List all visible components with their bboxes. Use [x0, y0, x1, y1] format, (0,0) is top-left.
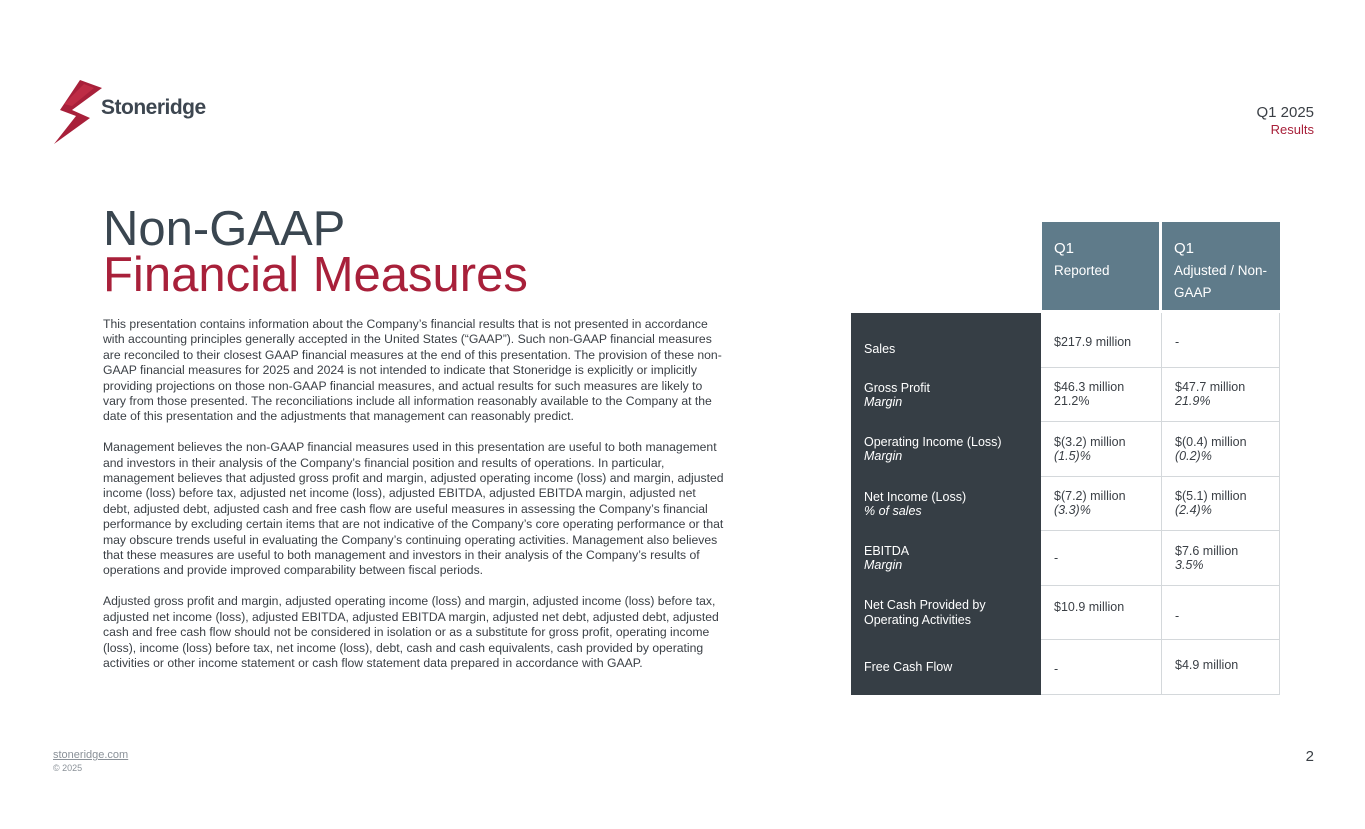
adjusted-value: $(5.1) million: [1175, 489, 1247, 504]
row-label: [851, 586, 1041, 641]
paragraph: Management believes the non-GAAP financial measures used in this presentation are useful to both management and investors in their analysis of the Company’s financial position and results of operations. In particular, management believes that adjusted gross profit and margin, adjusted operating income (loss) and margin, adjusted income (loss) before tax, adjusted net income (loss), adjusted EBITDA, adjusted EBITDA margin, adjusted net debt, adjusted debt, adjusted cash and free cash flow are useful measures in assessing the Company’s financial performance by excluding certain items that are not indicative of the Company’s core operating performance or that may obscure trends useful in evaluating the Company’s continuing operating activities. Management also believes that these measures are useful to both management and investors in their analysis of the Company’s results of operations and provide improved comparability between fiscal periods.: [103, 440, 724, 578]
table-row: [851, 368, 1280, 423]
adjusted-subvalue: 3.5%: [1175, 557, 1204, 572]
logo-wordmark: Stoneridge: [101, 96, 206, 119]
header-reported: [1042, 222, 1159, 310]
disclosure-text: [103, 317, 725, 687]
row-label-text: Net Cash Provided by Operating Activities: [864, 597, 986, 627]
reported-value: $10.9 million: [1054, 599, 1125, 614]
adjusted-cell: [1161, 531, 1280, 586]
adjusted-value: $4.9 million: [1175, 657, 1239, 672]
reported-cell: [1041, 640, 1161, 695]
row-label-text: Sales: [864, 341, 896, 356]
header-quarter: Q1: [1174, 240, 1195, 257]
page-title-line1: Non-GAAP: [103, 202, 346, 256]
row-sublabel: Margin: [864, 558, 903, 573]
row-label-text: Free Cash Flow: [864, 660, 953, 675]
period-results: Results: [1270, 122, 1314, 137]
reported-value: $217.9 million: [1054, 335, 1132, 349]
row-label: [851, 477, 1041, 532]
reported-cell: [1041, 313, 1161, 368]
adjusted-subvalue: (2.4)%: [1175, 503, 1212, 518]
paragraph: This presentation contains information about the Company’s financial results that is not presented in accordance with accounting principles generally accepted in the United States (“GAAP”). Such non-GAAP financial measures are reconciled to their closest GAAP financial measures at the end of this presentation. The provision of these non-GAAP financial measures for 2025 and 2024 is not intended to indicate that Stoneridge is explicitly or implicitly providing projections on those non-GAAP financial measures, and actual results for such measures are likely to vary from those presented. The reconciliations include all information reasonably available to the Company at the date of this presentation and the adjustments that management can reasonably predict.: [103, 317, 722, 424]
reported-cell: [1041, 477, 1161, 532]
reported-cell: [1041, 422, 1161, 477]
row-label-text: EBITDA: [864, 544, 910, 559]
row-label-text: Gross Profit: [864, 380, 930, 395]
reported-subvalue: (1.5)%: [1054, 448, 1091, 463]
header-label: Adjusted / Non-GAAP: [1174, 263, 1268, 300]
reported-subvalue: (3.3)%: [1054, 503, 1091, 518]
website-link[interactable]: stoneridge.com: [53, 749, 129, 761]
reported-cell: [1041, 531, 1161, 586]
reported-value: -: [1054, 550, 1059, 565]
reported-value: $(7.2) million: [1054, 489, 1126, 504]
reported-value: $46.3 million: [1054, 380, 1125, 395]
row-label-text: Net Income (Loss): [864, 489, 967, 504]
header-adjusted: [1162, 222, 1280, 310]
table-row: [851, 313, 1280, 368]
row-sublabel: Margin: [864, 449, 903, 464]
table-row: [851, 422, 1280, 477]
adjusted-subvalue: (0.2)%: [1175, 448, 1212, 463]
adjusted-cell: [1161, 313, 1280, 368]
page-title-line2: Financial Measures: [103, 248, 528, 302]
adjusted-subvalue: 21.9%: [1175, 394, 1211, 409]
period-label: [1256, 104, 1314, 138]
paragraph: Adjusted gross profit and margin, adjusted operating income (loss) and margin, adjusted income (loss) before tax, adjusted net income (loss), adjusted EBITDA, adjusted EBITDA margin, adjusted net debt, adjusted debt, adjusted cash and free cash flow should not be considered in isolation or as a substitute for gross profit, operating income (loss), income (loss) before tax, net income (loss), debt, cash and cash equivalents, cash provided by operating activities or other income statement or cash flow statement data prepared in accordance with GAAP.: [103, 594, 719, 670]
row-sublabel: Margin: [864, 394, 903, 409]
copyright: © 2025: [53, 763, 83, 773]
table-row: [851, 586, 1280, 641]
adjusted-cell: [1161, 586, 1280, 641]
reported-value: -: [1054, 661, 1059, 676]
adjusted-value: $47.7 million: [1175, 380, 1246, 395]
row-label: [851, 368, 1041, 423]
reported-value: $(3.2) million: [1054, 434, 1126, 449]
table-row: [851, 640, 1280, 695]
reported-cell: [1041, 368, 1161, 423]
adjusted-value: $(0.4) million: [1175, 434, 1247, 449]
adjusted-value: $7.6 million: [1175, 543, 1239, 558]
adjusted-value: -: [1175, 335, 1180, 349]
row-label: [851, 640, 1041, 695]
adjusted-cell: [1161, 640, 1280, 695]
adjusted-cell: [1161, 422, 1280, 477]
adjusted-cell: [1161, 477, 1280, 532]
table-row: [851, 531, 1280, 586]
row-sublabel: % of sales: [864, 503, 922, 518]
stoneridge-logo: [50, 78, 210, 148]
adjusted-value: -: [1175, 609, 1180, 624]
period-quarter: Q1 2025: [1256, 104, 1314, 121]
row-label: [851, 531, 1041, 586]
page-number: 2: [1305, 748, 1314, 765]
header-quarter: Q1: [1054, 240, 1075, 257]
reported-cell: [1041, 586, 1161, 641]
adjusted-cell: [1161, 368, 1280, 423]
row-label: [851, 313, 1041, 368]
header-label: Reported: [1054, 263, 1110, 278]
table-row: [851, 477, 1280, 532]
row-label-text: Operating Income (Loss): [864, 435, 1002, 450]
row-label: [851, 422, 1041, 477]
reported-subvalue: 21.2%: [1054, 394, 1090, 409]
